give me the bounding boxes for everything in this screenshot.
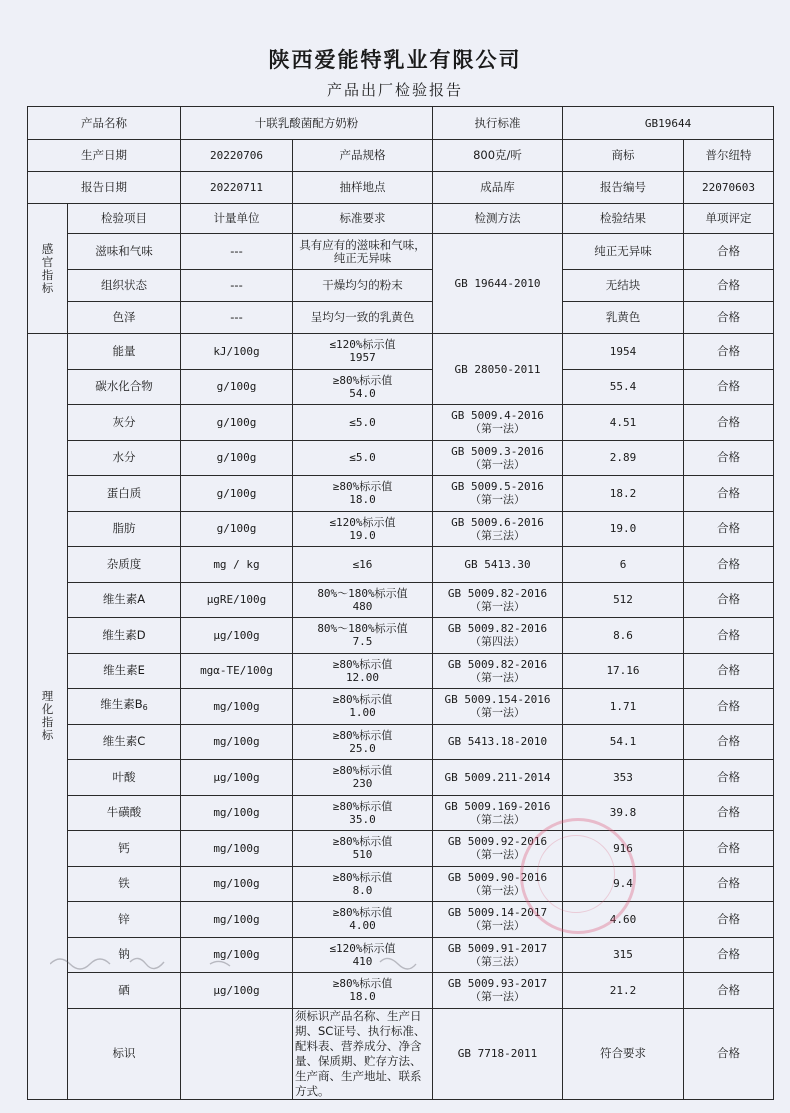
method — [433, 405, 563, 441]
category-char: 感 — [41, 241, 54, 256]
unit: g/100g — [181, 369, 293, 405]
column-header: 单项评定 — [684, 204, 774, 234]
requirement-value: 18.0 — [349, 493, 376, 507]
requirement-value: 19.0 — [349, 528, 376, 542]
evaluation: 合格 — [684, 234, 774, 270]
requirement — [293, 405, 433, 441]
result: 512 — [563, 582, 684, 618]
sample-location: 成品库 — [433, 172, 563, 204]
method-variant: （第一法） — [470, 919, 525, 933]
method-variant: （第一法） — [470, 848, 525, 862]
evaluation: 合格 — [684, 973, 774, 1009]
result: 乳黄色 — [563, 302, 684, 334]
category-char: 官 — [41, 254, 54, 269]
requirement-line: ≤120%标示值 — [329, 515, 396, 529]
table-row — [28, 618, 774, 654]
label-row — [28, 1008, 774, 1099]
method-standard: GB 5009.169-2016 — [444, 799, 551, 813]
unit: mg/100g — [181, 724, 293, 760]
info-row-3 — [28, 172, 774, 204]
unit: μgRE/100g — [181, 582, 293, 618]
category-physchem — [28, 334, 68, 1100]
category-char: 标 — [41, 280, 54, 295]
info-row-1 — [28, 107, 774, 140]
item-subscript: 6 — [142, 703, 148, 713]
item-label: 铁 — [118, 876, 130, 891]
report-number: 22070603 — [684, 172, 774, 204]
evaluation: 合格 — [684, 369, 774, 405]
method — [433, 689, 563, 725]
info-label: 抽样地点 — [293, 172, 433, 204]
evaluation: 合格 — [684, 902, 774, 938]
result: 916 — [563, 831, 684, 867]
result: 18.2 — [563, 476, 684, 512]
result: 21.2 — [563, 973, 684, 1009]
result: 55.4 — [563, 369, 684, 405]
info-row-2 — [28, 140, 774, 172]
item-name — [68, 440, 181, 476]
header-row — [28, 204, 774, 234]
item-label: 维生素A — [102, 592, 146, 607]
requirement: 具有应有的滋味和气味，纯正无异味 — [293, 234, 433, 270]
brand-value: 普尔纽特 — [684, 140, 774, 172]
method-standard: GB 5009.154-2016 — [444, 693, 551, 707]
unit: g/100g — [181, 476, 293, 512]
unit: --- — [181, 302, 293, 334]
item-label: 杂质度 — [106, 556, 142, 571]
item-label: 水分 — [112, 450, 136, 465]
evaluation: 合格 — [684, 1008, 774, 1099]
requirement-value: 7.5 — [352, 635, 373, 649]
requirement-value: 1957 — [349, 351, 376, 365]
item-name — [68, 937, 181, 973]
item-label: 维生素D — [102, 627, 146, 642]
item-label: 牛磺酸 — [106, 805, 142, 820]
requirement — [293, 866, 433, 902]
item-name — [68, 653, 181, 689]
method-standard: GB 5009.90-2016 — [447, 870, 548, 884]
item-name: 色泽 — [68, 302, 181, 334]
evaluation: 合格 — [684, 270, 774, 302]
energy-method: GB 28050-2011 — [433, 334, 563, 405]
method — [433, 902, 563, 938]
method — [433, 476, 563, 512]
method-standard: GB 5009.92-2016 — [447, 835, 548, 849]
column-header: 计量单位 — [181, 204, 293, 234]
item-label: 维生素E — [103, 663, 145, 678]
company-name: 陕西爱能特乳业有限公司 — [268, 48, 522, 72]
unit: μg/100g — [181, 618, 293, 654]
table-row — [28, 334, 774, 370]
evaluation: 合格 — [684, 334, 774, 370]
result: 纯正无异味 — [563, 234, 684, 270]
result: 1.71 — [563, 689, 684, 725]
method-variant: （第一法） — [470, 706, 525, 720]
method-standard: GB 5009.5-2016 — [451, 480, 544, 494]
unit: μg/100g — [181, 973, 293, 1009]
result: 2.89 — [563, 440, 684, 476]
table-row — [28, 689, 774, 725]
requirement-value: 12.00 — [345, 670, 380, 684]
item-label: 钠 — [118, 947, 130, 962]
item-name: 组织状态 — [68, 270, 181, 302]
method — [433, 831, 563, 867]
requirement — [293, 334, 433, 370]
evaluation: 合格 — [684, 582, 774, 618]
method-variant: （第四法） — [470, 635, 525, 649]
result: 1954 — [563, 334, 684, 370]
info-label: 报告编号 — [563, 172, 684, 204]
method-variant: （第二法） — [470, 812, 525, 826]
requirement-line: ≤120%标示值 — [329, 338, 396, 352]
item-name — [68, 795, 181, 831]
evaluation: 合格 — [684, 724, 774, 760]
item-label: 锌 — [118, 911, 130, 926]
evaluation: 合格 — [684, 511, 774, 547]
method — [433, 582, 563, 618]
item-name — [68, 831, 181, 867]
unit: mg/100g — [181, 937, 293, 973]
requirement-line: 80%～180%标示值 — [317, 586, 408, 600]
production-date: 20220706 — [181, 140, 293, 172]
table-row — [28, 582, 774, 618]
requirement-line: ≥80%标示值 — [332, 906, 393, 920]
method — [433, 511, 563, 547]
unit: g/100g — [181, 511, 293, 547]
requirement — [293, 973, 433, 1009]
requirement-value: 410 — [352, 954, 373, 968]
item-name — [68, 476, 181, 512]
method-standard: GB 5009.82-2016 — [447, 586, 548, 600]
result: 19.0 — [563, 511, 684, 547]
requirement — [293, 618, 433, 654]
requirement — [293, 511, 433, 547]
item-name — [68, 582, 181, 618]
method — [433, 937, 563, 973]
requirement-line: ≤16 — [352, 557, 373, 571]
requirement-line: ≥80%标示值 — [332, 693, 393, 707]
method — [433, 618, 563, 654]
unit: μg/100g — [181, 760, 293, 796]
item-label: 叶酸 — [112, 769, 136, 784]
info-label: 商标 — [563, 140, 684, 172]
item-name — [68, 618, 181, 654]
requirement — [293, 547, 433, 583]
evaluation: 合格 — [684, 302, 774, 334]
requirement-line: ≥80%标示值 — [332, 764, 393, 778]
item-label: 碳水化合物 — [95, 379, 153, 394]
info-label: 生产日期 — [28, 140, 181, 172]
requirement-value: 1.00 — [349, 706, 376, 720]
item-name — [68, 866, 181, 902]
unit: mg/100g — [181, 831, 293, 867]
item-name — [68, 334, 181, 370]
result: 4.51 — [563, 405, 684, 441]
result: 无结块 — [563, 270, 684, 302]
requirement-line: ≥80%标示值 — [332, 657, 393, 671]
table-row — [28, 302, 774, 334]
method-standard: GB 5009.3-2016 — [451, 444, 544, 458]
requirement — [293, 653, 433, 689]
column-header: 检验结果 — [563, 204, 684, 234]
table-row — [28, 724, 774, 760]
evaluation: 合格 — [684, 405, 774, 441]
evaluation: 合格 — [684, 795, 774, 831]
evaluation: 合格 — [684, 547, 774, 583]
method-variant: （第一法） — [470, 493, 525, 507]
requirement — [293, 795, 433, 831]
unit: g/100g — [181, 440, 293, 476]
method — [433, 973, 563, 1009]
requirement-value: 54.0 — [349, 386, 376, 400]
requirement-value: 8.0 — [352, 883, 373, 897]
item-name — [68, 689, 181, 725]
result: 6 — [563, 547, 684, 583]
evaluation: 合格 — [684, 831, 774, 867]
unit: mg/100g — [181, 689, 293, 725]
item-label: 维生素B — [100, 697, 143, 712]
item-name — [68, 902, 181, 938]
method-variant: （第一法） — [470, 990, 525, 1004]
requirement-value: 480 — [352, 599, 373, 613]
unit: g/100g — [181, 405, 293, 441]
table-row — [28, 440, 774, 476]
item-label: 灰分 — [112, 414, 136, 429]
method-standard: GB 5009.82-2016 — [447, 657, 548, 671]
requirement-line: ≥80%标示值 — [332, 799, 393, 813]
requirement-value: 4.00 — [349, 919, 376, 933]
requirement — [293, 440, 433, 476]
result: 9.4 — [563, 866, 684, 902]
requirement-value: 35.0 — [349, 812, 376, 826]
result: 符合要求 — [563, 1008, 684, 1099]
table-row — [28, 902, 774, 938]
result: 17.16 — [563, 653, 684, 689]
table-row — [28, 547, 774, 583]
column-header: 检测方法 — [433, 204, 563, 234]
method-variant: （第一法） — [470, 883, 525, 897]
unit: mg/100g — [181, 795, 293, 831]
method — [433, 440, 563, 476]
table-row — [28, 270, 774, 302]
requirement-line: ≤5.0 — [349, 415, 376, 429]
category-char: 指 — [41, 267, 54, 282]
method-standard: GB 5009.6-2016 — [451, 515, 544, 529]
method-variant: （第三法） — [470, 528, 525, 542]
requirement — [293, 724, 433, 760]
method — [433, 866, 563, 902]
category-char: 化 — [41, 702, 54, 717]
method-variant: （第一法） — [470, 422, 525, 436]
result: 4.60 — [563, 902, 684, 938]
item-name — [68, 973, 181, 1009]
requirement-value: 18.0 — [349, 990, 376, 1004]
unit: mg/100g — [181, 866, 293, 902]
requirement — [293, 689, 433, 725]
item-label: 脂肪 — [112, 521, 136, 536]
requirement-line: ≥80%标示值 — [332, 373, 393, 387]
requirement-line: ≥80%标示值 — [332, 480, 393, 494]
table-row — [28, 511, 774, 547]
spec-value: 800克/听 — [433, 140, 563, 172]
unit: --- — [181, 234, 293, 270]
evaluation: 合格 — [684, 476, 774, 512]
method-standard: GB 5009.91-2017 — [447, 941, 548, 955]
result: 8.6 — [563, 618, 684, 654]
method-variant: （第三法） — [470, 954, 525, 968]
requirement-line: ≥80%标示值 — [332, 728, 393, 742]
method-variant: （第一法） — [470, 599, 525, 613]
evaluation: 合格 — [684, 653, 774, 689]
requirement-line: 80%～180%标示值 — [317, 622, 408, 636]
product-name: 十联乳酸菌配方奶粉 — [181, 107, 433, 140]
category-char: 指 — [41, 715, 54, 730]
sensory-method: GB 19644-2010 — [433, 234, 563, 334]
result: 353 — [563, 760, 684, 796]
requirement — [293, 369, 433, 405]
table-row — [28, 405, 774, 441]
item-label: 蛋白质 — [106, 485, 142, 500]
table-row — [28, 653, 774, 689]
result: 54.1 — [563, 724, 684, 760]
result: 39.8 — [563, 795, 684, 831]
requirement — [293, 476, 433, 512]
item-name: 滋味和气味 — [68, 234, 181, 270]
item-name — [68, 369, 181, 405]
table-row — [28, 476, 774, 512]
unit: mgα-TE/100g — [181, 653, 293, 689]
evaluation: 合格 — [684, 689, 774, 725]
report-date: 20220711 — [181, 172, 293, 204]
category-sensory — [28, 204, 68, 334]
method — [433, 724, 563, 760]
item-label: 能量 — [112, 343, 136, 358]
item-name — [68, 511, 181, 547]
requirement: 须标识产品名称、生产日期、SC证号、执行标准、配料表、营养成分、净含量、保质期、贮存方法、生产商、生产地址、联系方式。 — [293, 1008, 433, 1099]
evaluation: 合格 — [684, 937, 774, 973]
unit: mg / kg — [181, 547, 293, 583]
evaluation: 合格 — [684, 866, 774, 902]
table-row — [28, 369, 774, 405]
method — [433, 795, 563, 831]
item-name: 标识 — [68, 1008, 181, 1099]
table-row — [28, 234, 774, 270]
category-char: 标 — [41, 728, 54, 743]
unit: mg/100g — [181, 902, 293, 938]
item-name — [68, 547, 181, 583]
requirement-value: 510 — [352, 848, 373, 862]
info-label: 产品名称 — [28, 107, 181, 140]
table-row — [28, 760, 774, 796]
method-standard: GB 5009.211-2014 — [444, 770, 551, 784]
table-row — [28, 937, 774, 973]
category-char: 理 — [41, 689, 54, 704]
method-variant: （第一法） — [470, 457, 525, 471]
requirement-value: 230 — [352, 777, 373, 791]
info-label: 报告日期 — [28, 172, 181, 204]
table-row — [28, 866, 774, 902]
unit: --- — [181, 270, 293, 302]
method-standard: GB 5009.4-2016 — [451, 409, 544, 423]
requirement-line: ≥80%标示值 — [332, 835, 393, 849]
requirement-line: ≥80%标示值 — [332, 977, 393, 991]
requirement-line: ≤5.0 — [349, 451, 376, 465]
requirement — [293, 937, 433, 973]
method-standard: GB 5009.14-2017 — [447, 906, 548, 920]
table-row — [28, 831, 774, 867]
standard-value: GB19644 — [563, 107, 774, 140]
item-label: 硒 — [118, 982, 130, 997]
item-name — [68, 405, 181, 441]
item-name — [68, 760, 181, 796]
column-header: 标准要求 — [293, 204, 433, 234]
table-row — [28, 973, 774, 1009]
report-title: 产品出厂检验报告 — [326, 81, 463, 99]
info-label: 执行标准 — [433, 107, 563, 140]
requirement — [293, 831, 433, 867]
method-standard: GB 5413.30 — [464, 557, 531, 571]
inspection-table — [27, 106, 774, 1100]
item-name — [68, 724, 181, 760]
requirement — [293, 582, 433, 618]
method-standard: GB 5009.93-2017 — [447, 977, 548, 991]
requirement — [293, 902, 433, 938]
column-header: 检验项目 — [68, 204, 181, 234]
method — [433, 653, 563, 689]
requirement-line: ≥80%标示值 — [332, 870, 393, 884]
result: 315 — [563, 937, 684, 973]
info-label: 产品规格 — [293, 140, 433, 172]
evaluation: 合格 — [684, 760, 774, 796]
evaluation: 合格 — [684, 440, 774, 476]
unit: kJ/100g — [181, 334, 293, 370]
table-row — [28, 795, 774, 831]
method-standard: GB 5009.82-2016 — [447, 622, 548, 636]
requirement: 干燥均匀的粉末 — [293, 270, 433, 302]
method: GB 7718-2011 — [433, 1008, 563, 1099]
method-standard: GB 5413.18-2010 — [447, 735, 548, 749]
item-label: 钙 — [118, 840, 130, 855]
requirement — [293, 760, 433, 796]
method — [433, 760, 563, 796]
item-label: 维生素C — [102, 734, 146, 749]
evaluation: 合格 — [684, 618, 774, 654]
method — [433, 547, 563, 583]
unit — [181, 1008, 293, 1099]
method-variant: （第一法） — [470, 670, 525, 684]
requirement: 呈均匀一致的乳黄色 — [293, 302, 433, 334]
requirement-value: 25.0 — [349, 741, 376, 755]
requirement-line: ≤120%标示值 — [329, 941, 396, 955]
